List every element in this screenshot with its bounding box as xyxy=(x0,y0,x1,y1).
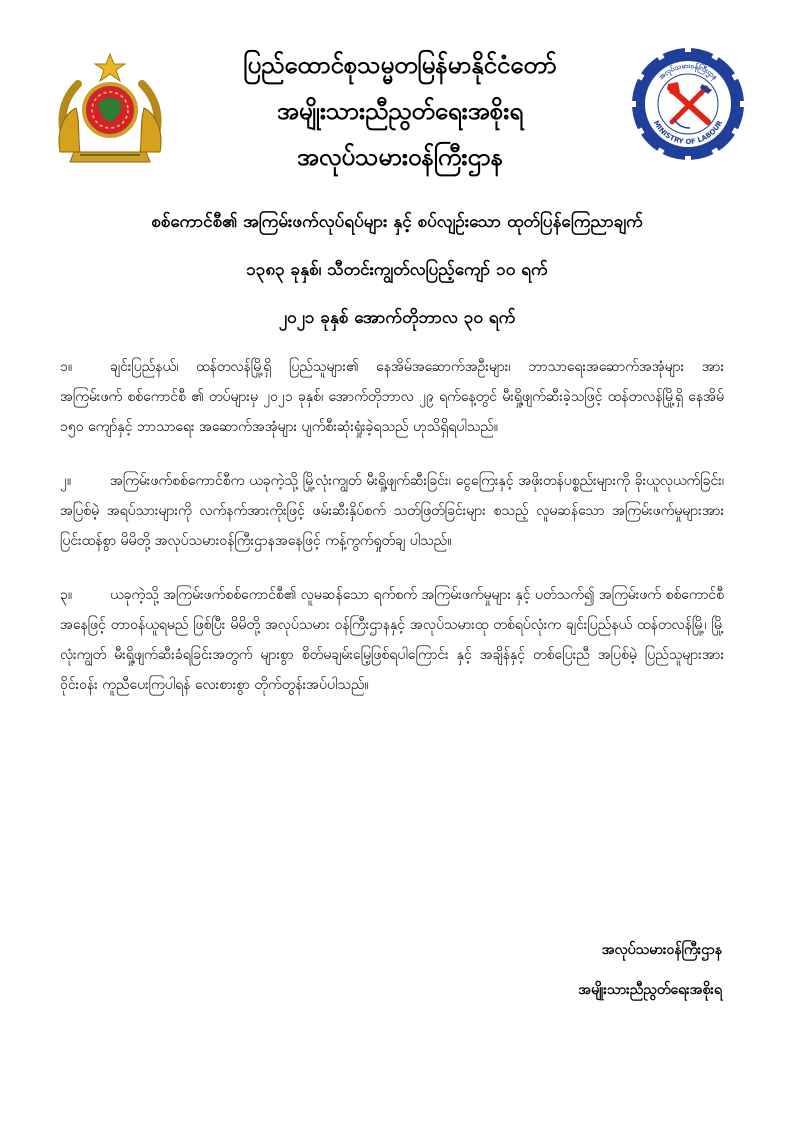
header-government-title: အမျိုးသားညီညွတ်ရေးအစိုးရ xyxy=(276,97,524,125)
paragraph-2 xyxy=(60,466,724,556)
labour-logo-text-bottom: MINISTRY OF LABOUR xyxy=(651,119,725,147)
signature-block xyxy=(578,930,722,1010)
labour-logo-text-top: အလုပ်သမားဝန်ကြီးဌာန xyxy=(657,61,720,82)
statement-lunar-date: ၁၃၈၃ ခုနှစ်၊ သီတင်းကျွတ်လပြည့်ကျော် ၁၀ ရက် xyxy=(246,260,548,280)
header-ministry-title: အလုပ်သမားဝန်ကြီးဌာန xyxy=(296,143,504,171)
paragraph-text: အကြမ်းဖက်စစ်ကောင်စီက ယခုကဲ့သို့ မြို့လုံးကျွတ် မီးရှို့ဖျက်ဆီးခြင်း၊ ငွေကြေးနှင့် အဖိုးတန်ပစ္စည်းများကို ခိုးယူလုယက်ခြင်း၊ အပြစ်မဲ့ အရပ်သားများကို လက်နက်အားကိုးဖြင့် ဖမ်းဆီးနှိပ်စက် သတ်ဖြတ်ခြင်းများ စသည့် လူမဆန်သော အကြမ်းဖက်မှုများအား ပြင်းထန်စွာ မိမိတို့ အလုပ်သမားဝန်ကြီးဌာနအနေဖြင့် ကန့်ကွက်ရှုတ်ချ ပါသည်။ xyxy=(60,473,724,549)
header-country-title: ပြည်ထောင်စုသမ္မတမြန်မာနိုင်ငံတော် xyxy=(243,51,557,79)
paragraph-3 xyxy=(60,580,724,700)
statement-gregorian-date: ၂၀၂၁ ခုနှစ် အောက်တိုဘာလ ၃၀ ရက် xyxy=(278,308,516,328)
statement-title: စစ်ကောင်စီ၏ အကြမ်းဖက်လုပ်ရပ်များ နှင့် စပ်လျဥ်းသော ထုတ်ပြန်ကြေညာချက် xyxy=(151,212,643,232)
ministry-of-labour-logo-icon xyxy=(628,44,748,164)
statement-body xyxy=(60,352,724,724)
statement-title-block xyxy=(60,198,734,342)
signature-government: အမျိုးသားညီညွတ်ရေးအစိုးရ xyxy=(578,982,722,998)
paragraph-number: ၁။ xyxy=(60,359,73,375)
paragraph-text: ယခုကဲ့သို့ အကြမ်းဖက်စစ်ကောင်စီ၏ လူမဆန်သော ရက်စက် အကြမ်းဖက်မှုများ နှင့် ပတ်သက်၍ အကြမ်းဖက် စစ်ကောင်စီ အနေဖြင့် တာဝန်ယူရမည် ဖြစ်ပြီး မိမိတို့ အလုပ်သမား ဝန်ကြီးဌာနနှင့် အလုပ်သမားထု တစ်ရပ်လုံးက ချင်းပြည်နယ် ထန်တလန်မြို့၊ မြို့လုံးကျွတ် မီးရှို့ဖျက်ဆီးခံရခြင်းအတွက် များစွာ စိတ်မချမ်းမြေ့ဖြစ်ရပါကြောင်း နှင့် အချိန်နှင့် တစ်ပြေးညီ အပြစ်မဲ့ ပြည်သူများအား ဝိုင်းဝန်း ကူညီပေးကြပါရန် လေးစားစွာ တိုက်တွန်းအပ်ပါသည်။ xyxy=(60,587,724,693)
signature-ministry: အလုပ်သမားဝန်ကြီးဌာန xyxy=(601,942,722,958)
paragraph-number: ၃။ xyxy=(60,587,73,603)
paragraph-1 xyxy=(60,352,724,442)
paragraph-text: ချင်းပြည်နယ်၊ ထန်တလန်မြို့ရှိ ပြည်သူများ၏ နေအိမ်အဆောက်အဦးများ၊ ဘာသာရေးအဆောက်အအုံများ အား အကြမ်းဖက် စစ်ကောင်စီ ၏ တပ်များမှ ၂၀၂၁ ခုနှစ်၊ အောက်တိုဘာလ ၂၉ ရက်နေ့တွင် မီးရှို့ဖျက်ဆီးခဲ့သဖြင့် ထန်တလန်မြို့ရှိ နေအိမ် ၁၅၀ ကျော်နှင့် ဘာသာရေး အဆောက်အအုံများ ပျက်စီးဆုံးရှုံးခဲ့ရသည် ဟုသိရှိရပါသည်။ xyxy=(60,359,724,435)
state-emblem-icon xyxy=(50,52,170,170)
paragraph-number: ၂။ xyxy=(60,473,72,489)
header-titles xyxy=(180,42,620,180)
